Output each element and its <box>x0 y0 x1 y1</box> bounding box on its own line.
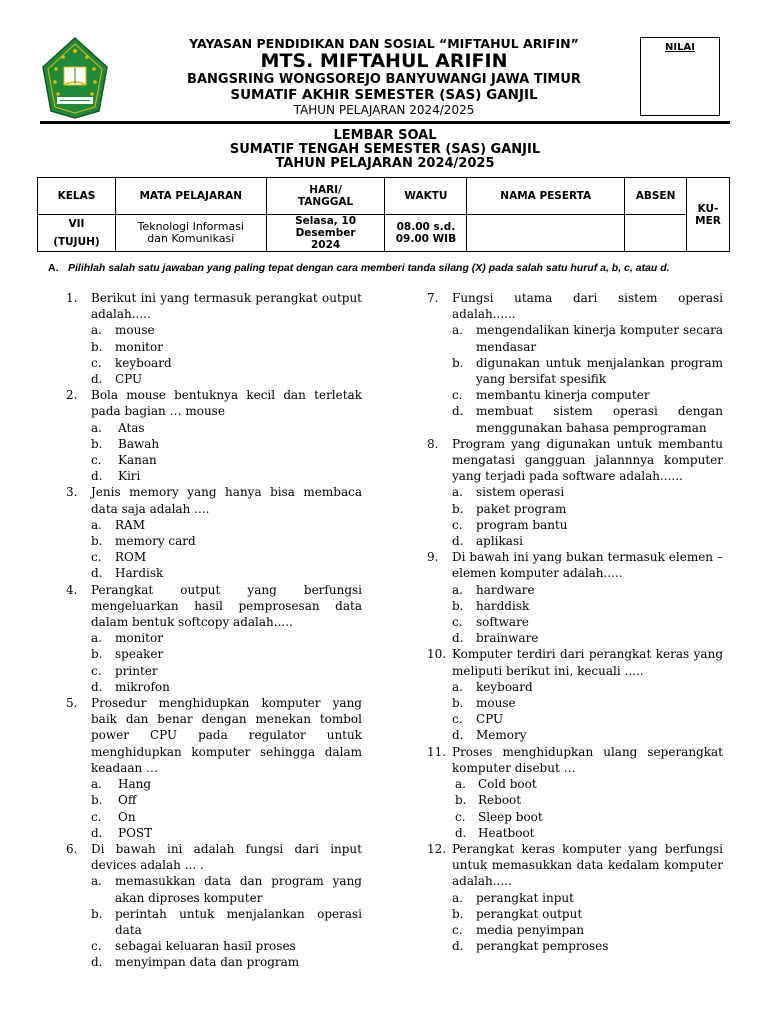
sheet-title-line3: TAHUN PELAJARAN 2024/2025 <box>275 156 495 171</box>
option[interactable]: d. CPU <box>91 372 143 387</box>
question: 9. Di bawah ini yang bukan termasuk elemen – elemen komputer adalah..... a. hardware b. harddisk c. software d. brainware <box>427 550 723 646</box>
instruction-text: Pilihlah salah satu jawaban yang paling tepat dengan cara memberi tanda silang (X) pada salah satu huruf a, b, c, atau d. <box>68 262 670 274</box>
option[interactable]: a. Atas <box>91 420 145 435</box>
option[interactable]: b. mouse <box>452 696 516 711</box>
instruction-label: A. <box>48 262 59 274</box>
question: 1. Berikut ini yang termasuk perangkat output adalah..... a. mouse b. monitor c. keyboard d. CPU <box>66 291 362 387</box>
option[interactable]: a. perangkat input <box>452 890 574 905</box>
option[interactable]: b. paket program <box>452 501 567 516</box>
option[interactable]: d. perangkat pemproses <box>452 939 609 954</box>
question: 6. Di bawah ini adalah fungsi dari input devices adalah ... . a. memasukkan data dan program yang akan diproses komputer b. perintah untuk menjalankan operasi data c. sebagai keluaran hasil proses d. menyimpan data dan program <box>66 841 362 970</box>
option[interactable]: c. Sleep boot <box>455 809 543 824</box>
header-waktu: WAKTU <box>385 178 467 215</box>
option[interactable]: b. Off <box>91 793 137 808</box>
option[interactable]: d. mikrofon <box>91 679 170 694</box>
student-info-table <box>37 177 730 252</box>
question: 11. Proses menghidupkan ulang seperangkat komputer disebut … a. Cold boot b. Reboot c. Sleep boot d. Heatboot <box>427 744 723 840</box>
option[interactable]: a. memasukkan data dan program yang akan diproses komputer <box>91 874 362 905</box>
option[interactable]: c. CPU <box>452 712 504 727</box>
school-logo-icon <box>41 37 109 119</box>
questions-right-column <box>427 290 723 954</box>
option[interactable]: a. RAM <box>91 517 145 532</box>
option[interactable]: b. perangkat output <box>452 906 583 921</box>
option[interactable]: c. printer <box>91 663 158 678</box>
score-box[interactable] <box>640 37 720 116</box>
question: 8. Program yang digunakan untuk membantu mengatasi gangguan jalannnya komputer yang terjadi pada software adalah...... a. sistem operasi b. paket program c. program bantu d. aplikasi <box>427 436 723 549</box>
option[interactable]: a. monitor <box>91 631 163 646</box>
question: 12. Perangkat keras komputer yang berfungsi untuk memasukkan data kedalam komputer adalah..... a. perangkat input b. perangkat output c. media penyimpan d. perangkat pemproses <box>427 841 723 954</box>
option[interactable]: c. ROM <box>91 550 147 565</box>
option[interactable]: a. mouse <box>91 323 155 338</box>
value-waktu: 08.00 s.d. 09.00 WIB <box>385 215 467 252</box>
option[interactable]: a. Cold boot <box>455 777 537 792</box>
header-nomor: KU- MER <box>687 178 730 252</box>
option[interactable]: c. keyboard <box>91 355 172 370</box>
value-tanggal: Selasa, 10 Desember 2024 <box>266 215 385 252</box>
header-divider <box>40 121 730 124</box>
question: 3. Jenis memory yang hanya bisa membaca data saja adalah .... a. RAM b. memory card c. ROM d. Hardisk <box>66 485 362 581</box>
option[interactable]: b. speaker <box>91 647 164 662</box>
question: 10. Komputer terdiri dari perangkat keras yang meliputi berikut ini, kecuali ..... a. keyboard b. mouse c. CPU d. Memory <box>427 647 723 743</box>
option[interactable]: b. Bawah <box>91 436 160 451</box>
option[interactable]: c. On <box>91 809 136 824</box>
option[interactable]: c. software <box>452 615 529 630</box>
exam-name: SUMATIF AKHIR SEMESTER (SAS) GANJIL <box>230 87 538 103</box>
option[interactable]: c. sebagai keluaran hasil proses <box>91 939 296 954</box>
academic-year: TAHUN PELAJARAN 2024/2025 <box>293 103 475 117</box>
header-nama: NAMA PESERTA <box>467 178 625 215</box>
option[interactable]: b. digunakan untuk menjalankan program yang bersifat spesifik <box>452 355 723 387</box>
option[interactable]: d. Kiri <box>91 469 141 484</box>
option[interactable]: d. Memory <box>452 728 527 743</box>
question: 5. Prosedur menghidupkan komputer yang baik dan benar dengan menekan tombol power CPU pada regulator untuk menghidupkan komputer sehingga dalam keadaan … a. Hang b. Off c. On d. POST <box>66 696 362 840</box>
option[interactable]: c. Kanan <box>91 453 157 468</box>
header-kelas: KELAS <box>38 178 116 215</box>
sheet-title-line2: SUMATIF TENGAH SEMESTER (SAS) GANJIL <box>229 142 541 157</box>
option[interactable]: b. harddisk <box>452 598 530 613</box>
header-absen: ABSEN <box>625 178 687 215</box>
score-label: NILAI <box>665 42 695 53</box>
question: 2. Bola mouse bentuknya kecil dan terletak pada bagian … mouse a. Atas b. Bawah c. Kanan d. Kiri <box>66 388 362 484</box>
value-absen[interactable] <box>625 215 687 252</box>
option[interactable]: c. membantu kinerja computer <box>452 388 650 403</box>
option[interactable]: d. POST <box>91 825 153 840</box>
option[interactable]: a. mengendalikan kinerja komputer secara mendasar <box>452 323 723 354</box>
option[interactable]: d. brainware <box>452 631 539 646</box>
value-kelas: VII (TUJUH) <box>38 215 116 252</box>
option[interactable]: b. perintah untuk menjalankan operasi data <box>91 906 362 937</box>
sheet-title-line1: LEMBAR SOAL <box>333 128 437 143</box>
sheet-title <box>40 129 730 171</box>
school-address: BANGSRING WONGSOREJO BANYUWANGI JAWA TIMUR <box>187 72 581 87</box>
option[interactable]: d. aplikasi <box>452 534 523 549</box>
foundation-name: YAYASAN PENDIDIKAN DAN SOSIAL “MIFTAHUL ARIFIN” <box>189 36 579 51</box>
question: 7. Fungsi utama dari sistem operasi adalah...... a. mengendalikan kinerja komputer secara mendasar b. digunakan untuk menjalankan program yang bersifat spesifik c. membantu kinerja computer d. membuat sistem operasi dengan menggunakan bahasa pemprograman <box>427 291 723 435</box>
option[interactable]: d. membuat sistem operasi dengan menggunakan bahasa pemprograman <box>452 404 723 435</box>
option[interactable]: a. Hang <box>91 777 152 792</box>
option[interactable]: d. menyimpan data dan program <box>91 955 300 970</box>
header-hari: HARI/ TANGGAL <box>266 178 385 215</box>
question: 4. Perangkat output yang berfungsi mengeluarkan hasil pemprosesan data dalam bentuk softcopy adalah..... a. monitor b. speaker c. printer d. mikrofon <box>66 582 362 694</box>
instruction <box>48 262 738 274</box>
option[interactable]: a. keyboard <box>452 679 533 694</box>
questions-left-column <box>66 290 362 971</box>
option[interactable]: b. Reboot <box>455 793 522 808</box>
option[interactable]: b. memory card <box>91 534 196 549</box>
option[interactable]: b. monitor <box>91 339 163 354</box>
option[interactable]: c. media penyimpan <box>452 922 585 937</box>
option[interactable]: d. Hardisk <box>91 566 164 581</box>
option[interactable]: c. program bantu <box>452 517 568 532</box>
letterhead <box>118 36 650 117</box>
value-nama[interactable] <box>467 215 625 252</box>
value-mapel: Teknologi Informasi dan Komunikasi <box>115 215 266 252</box>
option[interactable]: a. sistem operasi <box>452 485 565 500</box>
header-mapel: MATA PELAJARAN <box>115 178 266 215</box>
school-name: MTS. MIFTAHUL ARIFIN <box>260 50 508 72</box>
option[interactable]: a. hardware <box>452 582 535 597</box>
option[interactable]: d. Heatboot <box>455 825 535 840</box>
